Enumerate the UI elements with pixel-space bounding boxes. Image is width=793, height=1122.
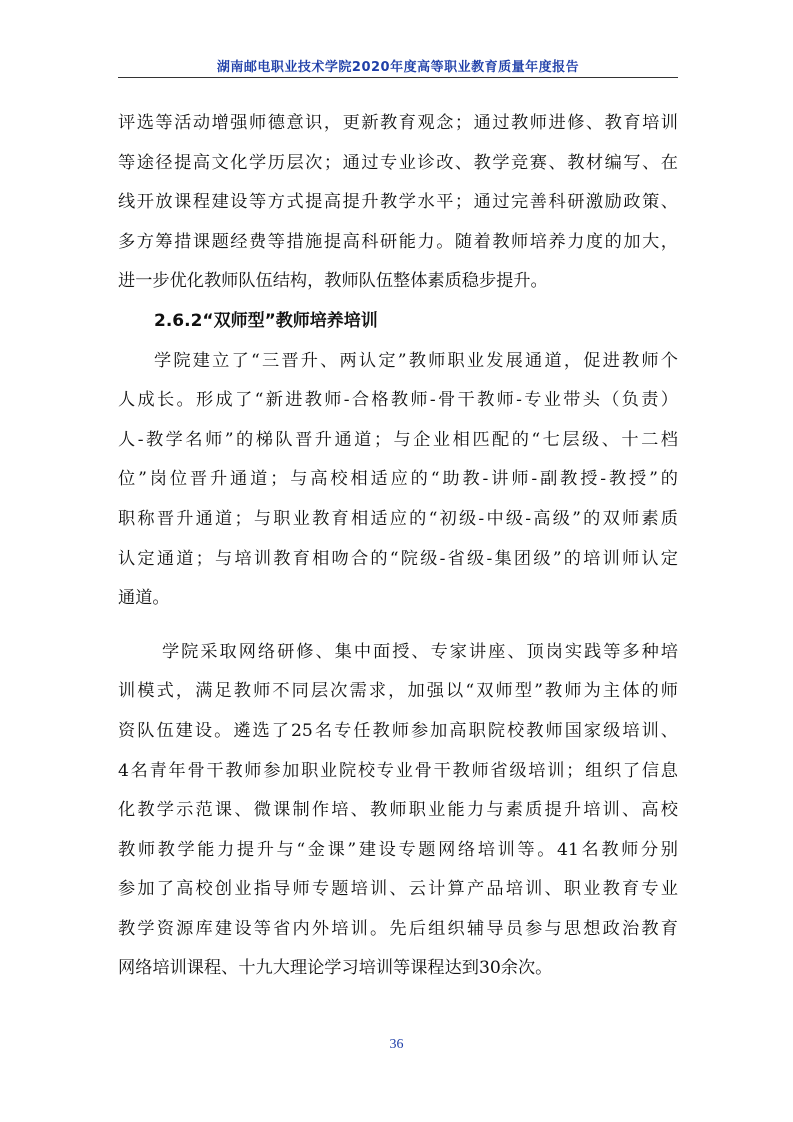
paragraph-1-line: 多方筹措课题经费等措施提高科研能力。随着教师培养力度的加大， [118,231,678,252]
paragraph-2 [118,342,678,619]
section-heading: 2.6.2“双师型”教师培养培训 [154,310,378,331]
paragraph-1-line: 线开放课程建设等方式提高提升教学水平；通过完善科研激励政策、 [118,192,678,213]
paragraph-2-line: 位”岗位晋升通道；与高校相适应的“助教-讲师-副教授-教授”的 [118,469,678,490]
paragraph-1-line: 进一步优化教师队伍结构，教师队伍整体素质稳步提升。 [118,271,548,292]
running-header: 湖南邮电职业技术学院2020年度高等职业教育质量年度报告 [216,60,580,75]
paragraph-gap [118,619,678,633]
paragraph-3-line: 资队伍建设。遴选了25名专任教师参加高职院校教师国家级培训、 [118,720,678,741]
paragraph-3-line: 4名青年骨干教师参加职业院校专业骨干教师省级培训；组织了信息 [118,760,678,781]
paragraph-2-line: 学院建立了“三晋升、两认定”教师职业发展通道，促进教师个 [154,350,678,371]
paragraph-2-line: 通道。 [118,588,170,609]
paragraph-3-line: 教学资源库建设等省内外培训。先后组织辅导员参与思想政治教育 [118,918,678,939]
paragraph-2-line: 人成长。形成了“新进教师-合格教师-骨干教师-专业带头（负责） [118,390,678,411]
paragraph-3-line: 网络培训课程、十九大理论学习培训等课程达到30余次。 [118,958,553,979]
page-number: 36 [389,1037,404,1052]
body-text [118,104,678,989]
paragraph-3-line: 学院采取网络研修、集中面授、专家讲座、顶岗实践等多种培 [162,641,678,662]
header-rule [118,77,678,78]
paragraph-2-line: 人-教学名师”的梯队晋升通道；与企业相匹配的“七层级、十二档 [118,429,678,450]
paragraph-3-line: 训模式，满足教师不同层次需求，加强以“双师型”教师为主体的师 [118,681,678,702]
paragraph-1-line: 等途径提高文化学历层次；通过专业诊改、教学竞赛、教材编写、在 [118,152,678,173]
paragraph-3-line: 参加了高校创业指导师专题培训、云计算产品培训、职业教育专业 [118,879,678,900]
paragraph-3-line: 化教学示范课、微课制作培、教师职业能力与素质提升培训、高校 [118,800,678,821]
paragraph-2-line: 职称晋升通道；与职业教育相适应的“初级-中级-高级”的双师素质 [118,508,678,529]
paragraph-1 [118,104,678,302]
paragraph-3-line: 教师教学能力提升与“金课”建设专题网络培训等。41名教师分别 [118,839,678,860]
paragraph-2-line: 认定通道；与培训教育相吻合的“院级-省级-集团级”的培训师认定 [118,548,678,569]
paragraph-1-line: 评选等活动增强师德意识，更新教育观念；通过教师进修、教育培训 [118,113,678,133]
paragraph-3 [118,633,678,989]
